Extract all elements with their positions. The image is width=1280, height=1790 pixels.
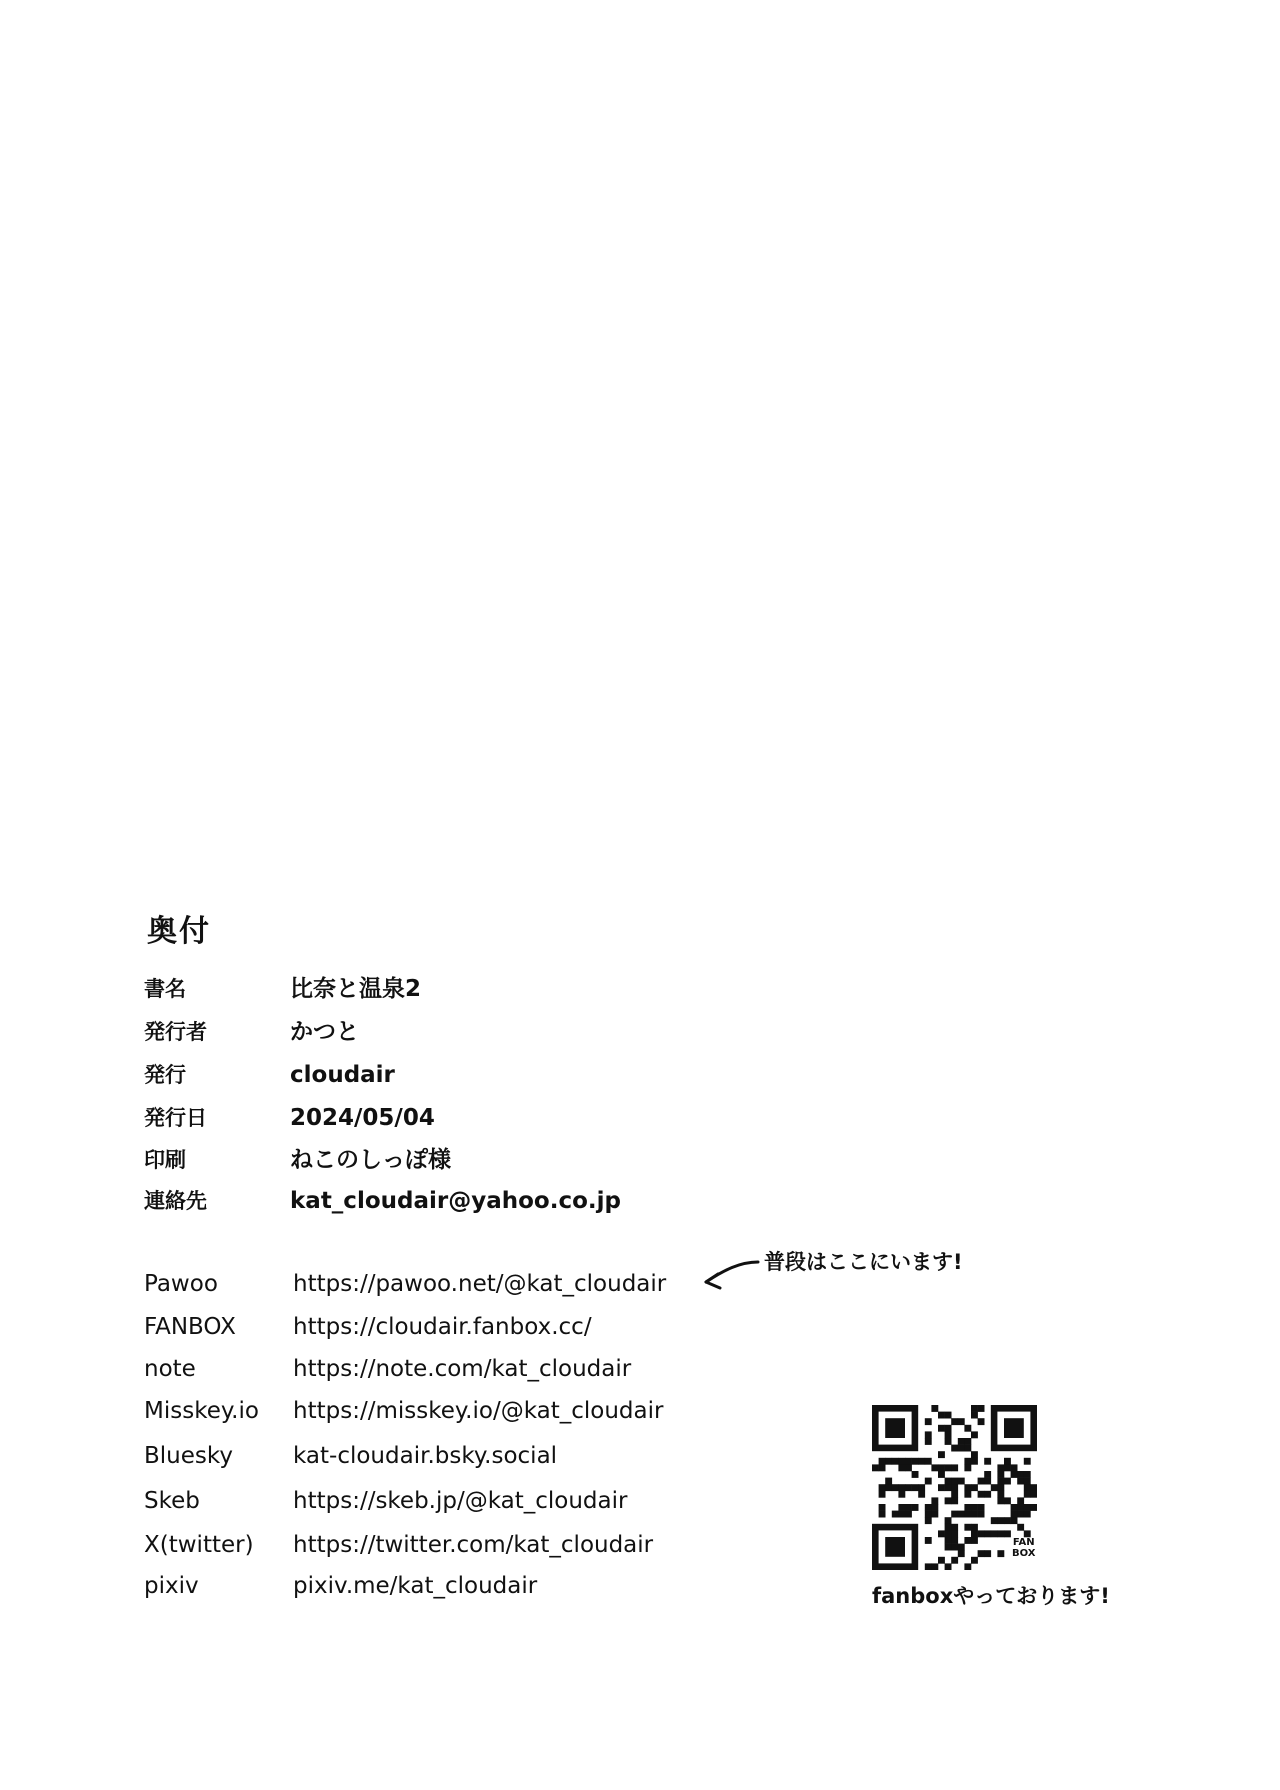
fanbox-tag-line1: FAN bbox=[1012, 1537, 1035, 1548]
info-label: 発行者 bbox=[144, 1020, 207, 1044]
link-url: pixiv.me/kat_cloudair bbox=[293, 1573, 538, 1599]
info-value: かつと bbox=[290, 1019, 359, 1045]
info-value: 比奈と温泉2 bbox=[290, 976, 422, 1002]
link-label: note bbox=[144, 1356, 196, 1382]
link-label: pixiv bbox=[144, 1573, 199, 1599]
info-value: ねこのしっぽ様 bbox=[290, 1147, 451, 1173]
info-label: 発行日 bbox=[144, 1106, 207, 1130]
info-label: 連絡先 bbox=[144, 1189, 207, 1213]
fanbox-logo bbox=[1012, 1537, 1035, 1559]
info-label: 発行 bbox=[144, 1063, 186, 1087]
pawoo-note: 普段はここにいます! bbox=[764, 1250, 963, 1274]
link-url: https://twitter.com/kat_cloudair bbox=[293, 1532, 654, 1558]
link-label: Misskey.io bbox=[144, 1398, 259, 1424]
link-url: https://misskey.io/@kat_cloudair bbox=[293, 1398, 664, 1424]
info-value: cloudair bbox=[290, 1062, 395, 1088]
link-url: kat-cloudair.bsky.social bbox=[293, 1443, 558, 1469]
link-url: https://cloudair.fanbox.cc/ bbox=[293, 1314, 592, 1340]
info-label: 印刷 bbox=[144, 1148, 186, 1172]
link-url: https://skeb.jp/@kat_cloudair bbox=[293, 1488, 628, 1514]
info-value: 2024/05/04 bbox=[290, 1105, 435, 1131]
link-label: Bluesky bbox=[144, 1443, 233, 1469]
link-url: https://pawoo.net/@kat_cloudair bbox=[293, 1271, 667, 1297]
link-url: https://note.com/kat_cloudair bbox=[293, 1356, 632, 1382]
link-label: FANBOX bbox=[144, 1314, 236, 1340]
link-label: Skeb bbox=[144, 1488, 200, 1514]
info-label: 書名 bbox=[144, 977, 186, 1001]
colophon-heading: 奥付 bbox=[147, 914, 211, 949]
link-label: Pawoo bbox=[144, 1271, 218, 1297]
qr-caption: fanboxやっております! bbox=[872, 1584, 1110, 1608]
link-label: X(twitter) bbox=[144, 1532, 254, 1558]
info-value: kat_cloudair@yahoo.co.jp bbox=[290, 1188, 621, 1214]
pointer-arrow-icon bbox=[698, 1258, 760, 1294]
fanbox-tag-line2: BOX bbox=[1012, 1548, 1036, 1559]
